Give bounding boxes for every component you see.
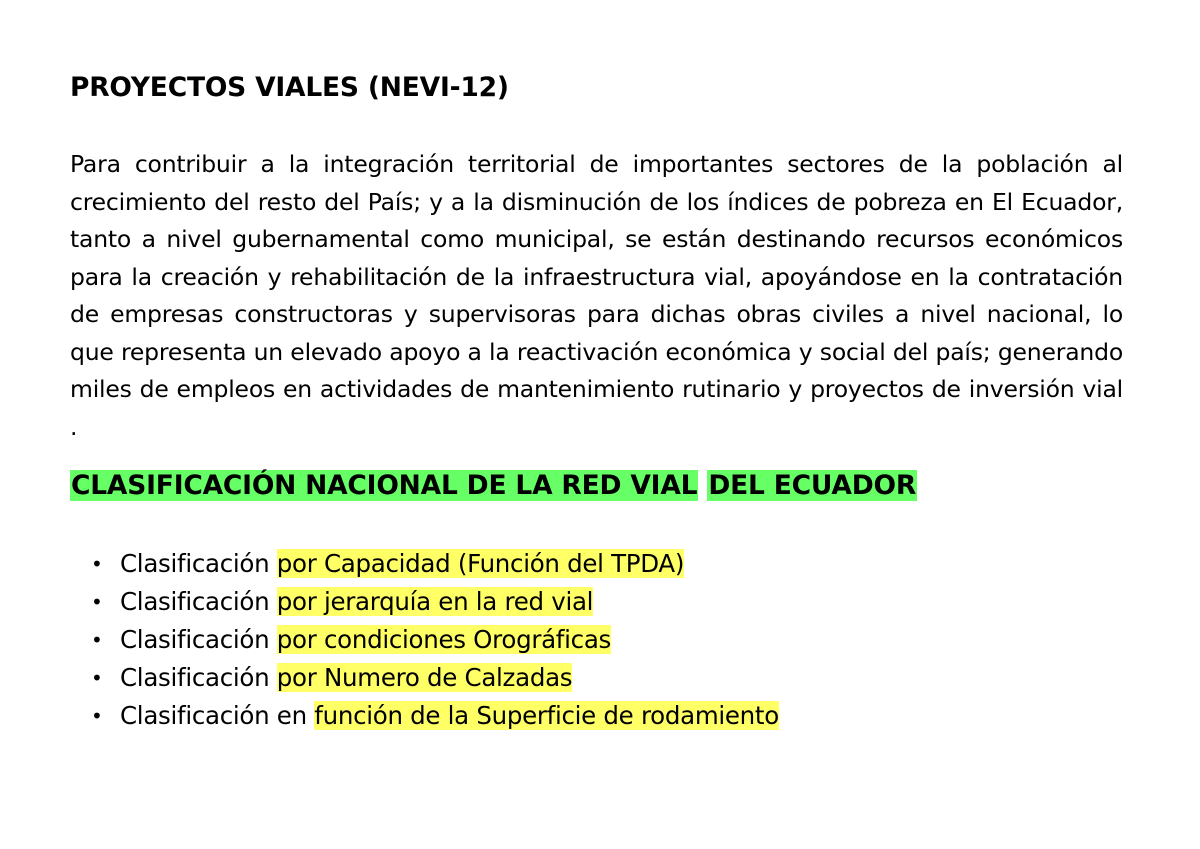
- bullet-icon: •: [91, 628, 103, 652]
- list-item-prefix: Clasificación en: [120, 701, 315, 730]
- intro-paragraph-container: [70, 146, 1123, 446]
- intro-paragraph: Para contribuir a la integración territorial de importantes sectores de la población al crecimiento del resto del País; y a la disminución de los índices de pobreza en El Ecuador, tanto a nivel gubernamental como municipal, se están destinando recursos económicos para la creación y rehabilitación de la infraestructura vial, apoyándose en la contratación de empresas constructoras y supervisoras para dichas obras civiles a nivel nacional, lo que representa un elevado apoyo a la reactivación económica y social del país; generando miles de empleos en actividades de mantenimiento rutinario y proyectos de inversión vial .: [70, 150, 1123, 441]
- document-title: PROYECTOS VIALES (NEVI-12): [70, 72, 509, 103]
- list-item: [70, 545, 779, 583]
- bullet-icon: •: [91, 704, 103, 728]
- list-item-prefix: Clasificación: [120, 587, 277, 616]
- list-item: [70, 583, 779, 621]
- section-heading-part2: DEL ECUADOR: [708, 470, 917, 501]
- bullet-icon: •: [91, 666, 103, 690]
- section-heading-part1: CLASIFICACIÓN NACIONAL DE LA RED VIAL: [71, 470, 698, 501]
- list-item: [70, 659, 779, 697]
- list-item-highlight: por jerarquía en la red vial: [276, 587, 594, 616]
- list-item-prefix: Clasificación: [120, 625, 277, 654]
- list-item-prefix: Clasificación: [120, 549, 277, 578]
- bullet-icon: •: [91, 552, 103, 576]
- bullet-icon: •: [91, 590, 103, 614]
- section-heading: [70, 466, 917, 506]
- list-item-highlight: por Numero de Calzadas: [276, 663, 573, 692]
- list-item-prefix: Clasificación: [120, 663, 277, 692]
- list-item-highlight: por Capacidad (Función del TPDA): [276, 549, 685, 578]
- list-item-highlight: por condiciones Orográficas: [276, 625, 611, 654]
- classification-list: [70, 545, 779, 735]
- list-item-highlight: función de la Superficie de rodamiento: [314, 701, 779, 730]
- list-item: [70, 697, 779, 735]
- list-item: [70, 621, 779, 659]
